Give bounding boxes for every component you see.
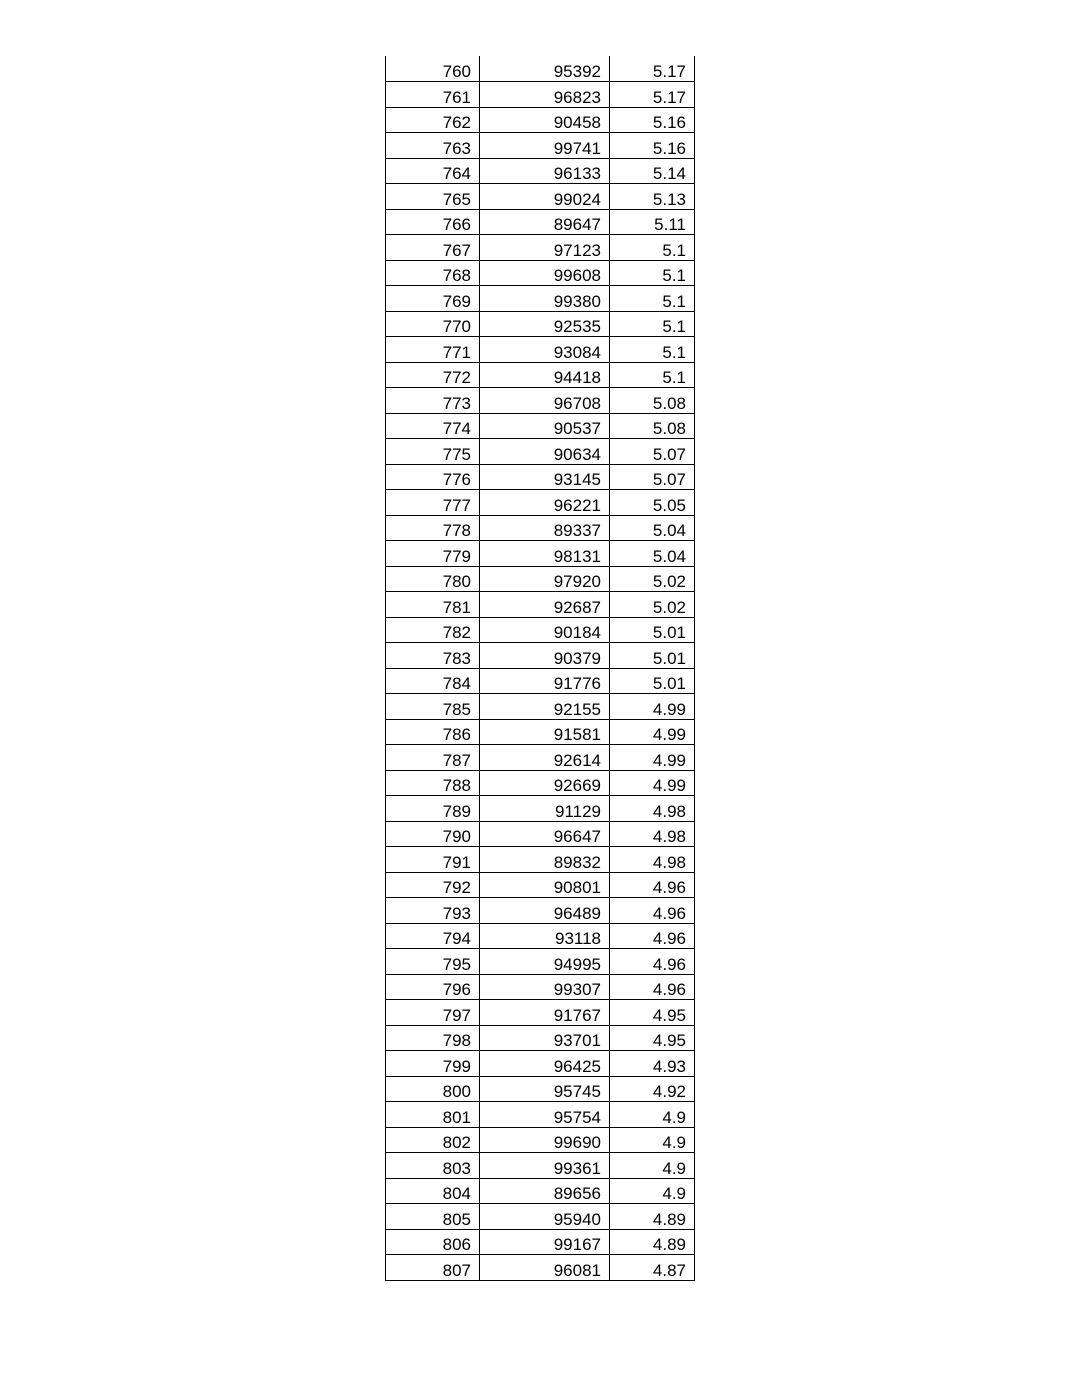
id-value-cell: 89656 bbox=[480, 1178, 610, 1204]
id-value-cell: 92687 bbox=[480, 592, 610, 618]
row-number-cell: 807 bbox=[386, 1255, 480, 1281]
score-value-cell: 5.01 bbox=[610, 643, 695, 669]
table-row bbox=[386, 1000, 695, 1026]
id-value-cell: 95754 bbox=[480, 1102, 610, 1128]
score-value-cell: 5.13 bbox=[610, 184, 695, 210]
table-row bbox=[386, 439, 695, 465]
row-number-cell: 764 bbox=[386, 158, 480, 184]
table-row bbox=[386, 107, 695, 133]
table-row bbox=[386, 158, 695, 184]
table-row bbox=[386, 337, 695, 363]
row-number-cell: 802 bbox=[386, 1127, 480, 1153]
row-number-cell: 805 bbox=[386, 1204, 480, 1230]
row-number-cell: 767 bbox=[386, 235, 480, 261]
row-number-cell: 803 bbox=[386, 1153, 480, 1179]
score-value-cell: 4.87 bbox=[610, 1255, 695, 1281]
id-value-cell: 97123 bbox=[480, 235, 610, 261]
row-number-cell: 781 bbox=[386, 592, 480, 618]
row-number-cell: 773 bbox=[386, 388, 480, 414]
id-value-cell: 95392 bbox=[480, 56, 610, 82]
score-value-cell: 4.96 bbox=[610, 872, 695, 898]
table-row bbox=[386, 133, 695, 159]
score-value-cell: 5.04 bbox=[610, 541, 695, 567]
id-value-cell: 90184 bbox=[480, 617, 610, 643]
row-number-cell: 791 bbox=[386, 847, 480, 873]
table-row bbox=[386, 796, 695, 822]
row-number-cell: 800 bbox=[386, 1076, 480, 1102]
score-value-cell: 5.07 bbox=[610, 464, 695, 490]
id-value-cell: 99690 bbox=[480, 1127, 610, 1153]
table-row bbox=[386, 847, 695, 873]
score-value-cell: 5.08 bbox=[610, 413, 695, 439]
table-row bbox=[386, 362, 695, 388]
row-number-cell: 761 bbox=[386, 82, 480, 108]
id-value-cell: 99380 bbox=[480, 286, 610, 312]
score-value-cell: 5.02 bbox=[610, 592, 695, 618]
row-number-cell: 763 bbox=[386, 133, 480, 159]
id-value-cell: 99024 bbox=[480, 184, 610, 210]
table-row bbox=[386, 872, 695, 898]
id-value-cell: 94995 bbox=[480, 949, 610, 975]
id-value-cell: 94418 bbox=[480, 362, 610, 388]
row-number-cell: 801 bbox=[386, 1102, 480, 1128]
table-row bbox=[386, 1051, 695, 1077]
row-number-cell: 794 bbox=[386, 923, 480, 949]
score-value-cell: 4.98 bbox=[610, 796, 695, 822]
table-row bbox=[386, 286, 695, 312]
id-value-cell: 92535 bbox=[480, 311, 610, 337]
table-row bbox=[386, 56, 695, 82]
row-number-cell: 771 bbox=[386, 337, 480, 363]
table-row bbox=[386, 821, 695, 847]
row-number-cell: 788 bbox=[386, 770, 480, 796]
score-value-cell: 5.1 bbox=[610, 235, 695, 261]
score-value-cell: 4.92 bbox=[610, 1076, 695, 1102]
score-value-cell: 5.05 bbox=[610, 490, 695, 516]
row-number-cell: 804 bbox=[386, 1178, 480, 1204]
table-row bbox=[386, 260, 695, 286]
id-value-cell: 89337 bbox=[480, 515, 610, 541]
row-number-cell: 775 bbox=[386, 439, 480, 465]
id-value-cell: 91581 bbox=[480, 719, 610, 745]
row-number-cell: 783 bbox=[386, 643, 480, 669]
id-value-cell: 93145 bbox=[480, 464, 610, 490]
row-number-cell: 784 bbox=[386, 668, 480, 694]
table-row bbox=[386, 1102, 695, 1128]
score-value-cell: 5.1 bbox=[610, 362, 695, 388]
id-value-cell: 96425 bbox=[480, 1051, 610, 1077]
table-body bbox=[386, 56, 695, 1280]
table-row bbox=[386, 974, 695, 1000]
id-value-cell: 90379 bbox=[480, 643, 610, 669]
score-value-cell: 5.11 bbox=[610, 209, 695, 235]
id-value-cell: 91129 bbox=[480, 796, 610, 822]
row-number-cell: 796 bbox=[386, 974, 480, 1000]
row-number-cell: 768 bbox=[386, 260, 480, 286]
row-number-cell: 785 bbox=[386, 694, 480, 720]
row-number-cell: 799 bbox=[386, 1051, 480, 1077]
score-value-cell: 4.95 bbox=[610, 1025, 695, 1051]
row-number-cell: 782 bbox=[386, 617, 480, 643]
score-value-cell: 5.02 bbox=[610, 566, 695, 592]
row-number-cell: 806 bbox=[386, 1229, 480, 1255]
score-value-cell: 5.17 bbox=[610, 56, 695, 82]
id-value-cell: 93084 bbox=[480, 337, 610, 363]
row-number-cell: 766 bbox=[386, 209, 480, 235]
table-row bbox=[386, 923, 695, 949]
table-row bbox=[386, 668, 695, 694]
id-value-cell: 95745 bbox=[480, 1076, 610, 1102]
row-number-cell: 769 bbox=[386, 286, 480, 312]
table-row bbox=[386, 82, 695, 108]
table-row bbox=[386, 184, 695, 210]
row-number-cell: 778 bbox=[386, 515, 480, 541]
row-number-cell: 777 bbox=[386, 490, 480, 516]
row-number-cell: 760 bbox=[386, 56, 480, 82]
id-value-cell: 90537 bbox=[480, 413, 610, 439]
id-value-cell: 90458 bbox=[480, 107, 610, 133]
score-value-cell: 5.08 bbox=[610, 388, 695, 414]
id-value-cell: 92155 bbox=[480, 694, 610, 720]
score-value-cell: 4.96 bbox=[610, 974, 695, 1000]
id-value-cell: 90634 bbox=[480, 439, 610, 465]
row-number-cell: 793 bbox=[386, 898, 480, 924]
table-row bbox=[386, 617, 695, 643]
id-value-cell: 96489 bbox=[480, 898, 610, 924]
score-value-cell: 5.1 bbox=[610, 260, 695, 286]
id-value-cell: 96081 bbox=[480, 1255, 610, 1281]
id-value-cell: 91767 bbox=[480, 1000, 610, 1026]
table-row bbox=[386, 1255, 695, 1281]
score-value-cell: 4.99 bbox=[610, 770, 695, 796]
row-number-cell: 795 bbox=[386, 949, 480, 975]
id-value-cell: 99167 bbox=[480, 1229, 610, 1255]
score-value-cell: 5.14 bbox=[610, 158, 695, 184]
id-value-cell: 96708 bbox=[480, 388, 610, 414]
row-number-cell: 798 bbox=[386, 1025, 480, 1051]
score-value-cell: 4.96 bbox=[610, 923, 695, 949]
score-value-cell: 5.07 bbox=[610, 439, 695, 465]
id-value-cell: 97920 bbox=[480, 566, 610, 592]
score-value-cell: 4.9 bbox=[610, 1127, 695, 1153]
score-value-cell: 4.99 bbox=[610, 694, 695, 720]
id-value-cell: 96221 bbox=[480, 490, 610, 516]
id-value-cell: 96823 bbox=[480, 82, 610, 108]
id-value-cell: 99741 bbox=[480, 133, 610, 159]
row-number-cell: 762 bbox=[386, 107, 480, 133]
table-row bbox=[386, 464, 695, 490]
data-table bbox=[385, 56, 695, 1281]
score-value-cell: 5.16 bbox=[610, 133, 695, 159]
row-number-cell: 790 bbox=[386, 821, 480, 847]
table-row bbox=[386, 1204, 695, 1230]
id-value-cell: 96133 bbox=[480, 158, 610, 184]
id-value-cell: 92614 bbox=[480, 745, 610, 771]
table-row bbox=[386, 413, 695, 439]
row-number-cell: 789 bbox=[386, 796, 480, 822]
table-row bbox=[386, 1076, 695, 1102]
table-row bbox=[386, 541, 695, 567]
row-number-cell: 780 bbox=[386, 566, 480, 592]
score-value-cell: 5.04 bbox=[610, 515, 695, 541]
table-row bbox=[386, 311, 695, 337]
table-row bbox=[386, 566, 695, 592]
score-value-cell: 4.99 bbox=[610, 745, 695, 771]
id-value-cell: 99608 bbox=[480, 260, 610, 286]
row-number-cell: 786 bbox=[386, 719, 480, 745]
id-value-cell: 98131 bbox=[480, 541, 610, 567]
id-value-cell: 95940 bbox=[480, 1204, 610, 1230]
row-number-cell: 765 bbox=[386, 184, 480, 210]
table-row bbox=[386, 209, 695, 235]
table-row bbox=[386, 770, 695, 796]
id-value-cell: 89647 bbox=[480, 209, 610, 235]
score-value-cell: 4.99 bbox=[610, 719, 695, 745]
id-value-cell: 89832 bbox=[480, 847, 610, 873]
id-value-cell: 93701 bbox=[480, 1025, 610, 1051]
table-row bbox=[386, 490, 695, 516]
table-row bbox=[386, 388, 695, 414]
row-number-cell: 792 bbox=[386, 872, 480, 898]
row-number-cell: 776 bbox=[386, 464, 480, 490]
row-number-cell: 779 bbox=[386, 541, 480, 567]
score-value-cell: 4.9 bbox=[610, 1178, 695, 1204]
score-value-cell: 4.9 bbox=[610, 1153, 695, 1179]
table-row bbox=[386, 1178, 695, 1204]
id-value-cell: 92669 bbox=[480, 770, 610, 796]
score-value-cell: 4.96 bbox=[610, 898, 695, 924]
score-value-cell: 4.96 bbox=[610, 949, 695, 975]
score-value-cell: 5.17 bbox=[610, 82, 695, 108]
table-row bbox=[386, 1127, 695, 1153]
score-value-cell: 5.1 bbox=[610, 286, 695, 312]
score-value-cell: 4.93 bbox=[610, 1051, 695, 1077]
id-value-cell: 90801 bbox=[480, 872, 610, 898]
row-number-cell: 772 bbox=[386, 362, 480, 388]
score-value-cell: 5.16 bbox=[610, 107, 695, 133]
score-value-cell: 4.98 bbox=[610, 847, 695, 873]
table-row bbox=[386, 1025, 695, 1051]
score-value-cell: 5.1 bbox=[610, 311, 695, 337]
table-row bbox=[386, 949, 695, 975]
score-value-cell: 5.01 bbox=[610, 668, 695, 694]
score-value-cell: 5.1 bbox=[610, 337, 695, 363]
id-value-cell: 93118 bbox=[480, 923, 610, 949]
table-row bbox=[386, 1229, 695, 1255]
table-row bbox=[386, 592, 695, 618]
row-number-cell: 797 bbox=[386, 1000, 480, 1026]
table-row bbox=[386, 1153, 695, 1179]
table-row bbox=[386, 745, 695, 771]
table-row bbox=[386, 719, 695, 745]
score-value-cell: 4.89 bbox=[610, 1204, 695, 1230]
id-value-cell: 91776 bbox=[480, 668, 610, 694]
score-value-cell: 5.01 bbox=[610, 617, 695, 643]
score-value-cell: 4.98 bbox=[610, 821, 695, 847]
table-row bbox=[386, 898, 695, 924]
table-row bbox=[386, 643, 695, 669]
score-value-cell: 4.9 bbox=[610, 1102, 695, 1128]
table-row bbox=[386, 694, 695, 720]
row-number-cell: 774 bbox=[386, 413, 480, 439]
table-row bbox=[386, 515, 695, 541]
score-value-cell: 4.95 bbox=[610, 1000, 695, 1026]
id-value-cell: 99361 bbox=[480, 1153, 610, 1179]
row-number-cell: 787 bbox=[386, 745, 480, 771]
row-number-cell: 770 bbox=[386, 311, 480, 337]
id-value-cell: 96647 bbox=[480, 821, 610, 847]
id-value-cell: 99307 bbox=[480, 974, 610, 1000]
score-value-cell: 4.89 bbox=[610, 1229, 695, 1255]
table-row bbox=[386, 235, 695, 261]
